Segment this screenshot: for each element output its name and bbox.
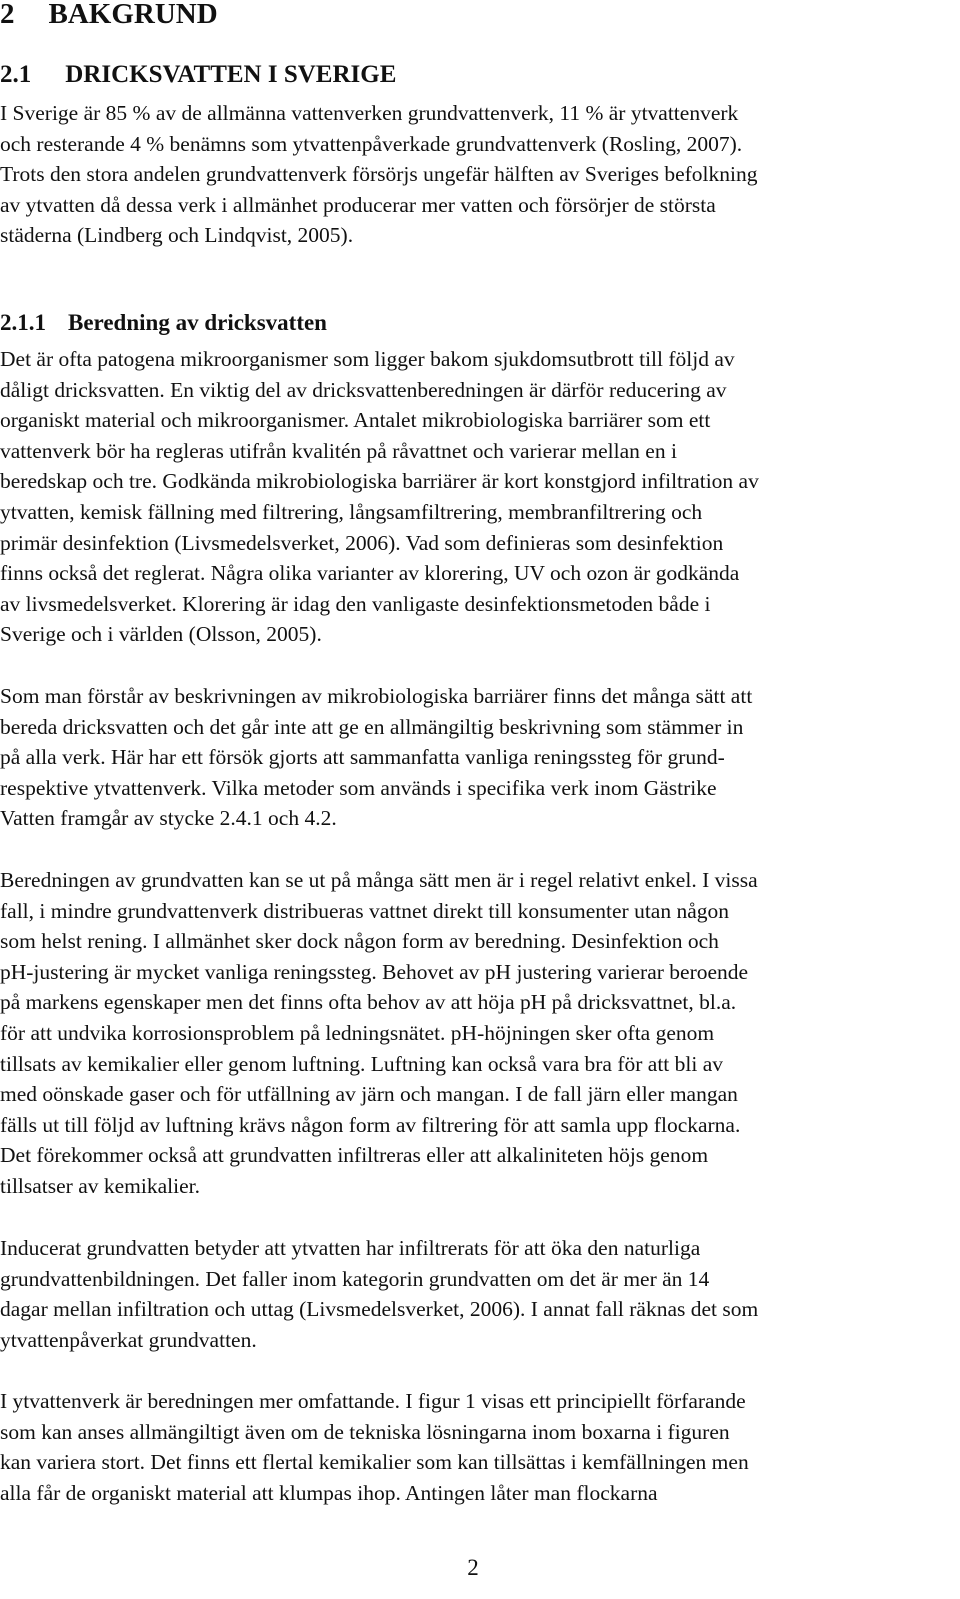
paragraph-surface-water (0, 1386, 950, 1508)
text-line: Det är ofta patogena mikroorganismer som ligger bakom sjukdomsutbrott till följd av (0, 347, 735, 371)
text-line: ytvattenpåverkat grundvatten. (0, 1327, 257, 1352)
text-line: bereda dricksvatten och det går inte att ge en allmängiltig beskrivning som stämmer in (0, 714, 744, 739)
paragraph-intro (0, 98, 950, 251)
subsubsection-heading-2-1-1 (0, 308, 327, 338)
text-line: grundvattenbildningen. Det faller inom kategorin grundvatten om det är mer än 14 (0, 1266, 710, 1291)
subsubsection-number: 2.1.1 (0, 310, 46, 335)
text-line: av ytvatten då dessa verk i allmänhet producerar mer vatten och försörjer de största (0, 192, 716, 217)
text-line: för att undvika korrosionsproblem på ledningsnätet. pH-höjningen sker ofta genom (0, 1020, 715, 1045)
subsubsection-title: Beredning av dricksvatten (68, 310, 327, 335)
section-title: BAKGRUND (48, 0, 218, 30)
text-line: beredskap och tre. Godkända mikrobiologiska barriärer är kort konstgjord infiltration av (0, 469, 759, 494)
text-line: primär desinfektion (Livsmedelsverket, 2006). Vad som definieras som desinfektion (0, 530, 724, 555)
section-number: 2 (0, 0, 15, 30)
text-line: Trots den stora andelen grundvattenverk försörjs ungefär hälften av Sveriges befolkning (0, 162, 758, 187)
text-line: dagar mellan infiltration och uttag (Livsmedelsverket, 2006). I annat fall räknas det som (0, 1297, 759, 1322)
text-line: I ytvattenverk är beredningen mer omfattande. I figur 1 visas ett principiellt förfarande (0, 1389, 746, 1413)
paragraph-barriers (0, 681, 950, 834)
page-number: 2 (467, 1555, 479, 1580)
text-line: dåligt dricksvatten. En viktig del av dricksvattenberedningen är därför reducering av (0, 377, 727, 402)
text-line: med oönskade gaser och för utfällning av järn och mangan. I de fall järn eller mangan (0, 1082, 738, 1107)
subsection-number: 2.1 (0, 61, 32, 88)
text-line: Beredningen av grundvatten kan se ut på många sätt men är i regel relativt enkel. I vissa (0, 868, 758, 892)
text-line: Inducerat grundvatten betyder att ytvatten har infiltrerats för att öka den naturliga (0, 1236, 701, 1260)
text-line: städerna (Lindberg och Lindqvist, 2005). (0, 223, 354, 248)
text-line: Det förekommer också att grundvatten infiltreras eller att alkaliniteten höjs genom (0, 1143, 709, 1168)
paragraph-groundwater (0, 865, 950, 1202)
text-line: fall, i mindre grundvattenverk distribueras vattnet direkt till konsumenter utan någon (0, 898, 730, 923)
text-line: tillsats av kemikalier eller genom luftning. Luftning kan också vara bra för att bli av (0, 1051, 724, 1076)
paragraph-treatment (0, 344, 950, 650)
text-line: som kan anses allmängiltigt även om de tekniska lösningarna inom boxarna i figuren (0, 1419, 730, 1444)
subsection-title: DRICKSVATTEN I SVERIGE (65, 61, 397, 88)
text-line: och resterande 4 % benämns som ytvattenpåverkade grundvattenverk (Rosling, 2007). (0, 131, 743, 156)
text-line: pH-justering är mycket vanliga reningssteg. Behovet av pH justering varierar beroende (0, 959, 749, 984)
text-line: kan variera stort. Det finns ett flertal kemikalier som kan tillsättas i kemfällningen men (0, 1450, 749, 1475)
text-line: organiskt material och mikroorganismer. Antalet mikrobiologiska barriärer som ett (0, 408, 711, 433)
text-line: respektive ytvattenverk. Vilka metoder som används i specifika verk inom Gästrike (0, 775, 717, 800)
text-line: Som man förstår av beskrivningen av mikrobiologiska barriärer finns det många sätt att (0, 684, 753, 708)
text-line: ytvatten, kemisk fällning med filtrering, långsamfiltrering, membranfiltrering och (0, 499, 703, 524)
text-line: av livsmedelsverket. Klorering är idag den vanligaste desinfektionsmetoden både i (0, 591, 711, 616)
text-line: fälls ut till följd av luftning krävs någon form av filtrering för att samla upp flockarna. (0, 1112, 741, 1137)
text-line: Sverige och i världen (Olsson, 2005). (0, 622, 322, 647)
text-line: på alla verk. Här har ett försök gjorts att sammanfatta vanliga reningssteg för grund- (0, 745, 725, 770)
text-line: Vatten framgår av stycke 2.4.1 och 4.2. (0, 806, 337, 831)
text-line: som helst rening. I allmänhet sker dock någon form av beredning. Desinfektion och (0, 929, 719, 954)
text-line: på markens egenskaper men det finns ofta behov av att höja pH på dricksvattnet, bl.a. (0, 990, 737, 1015)
section-heading-2 (0, 0, 218, 32)
paragraph-induced-groundwater (0, 1233, 950, 1355)
subsection-heading-2-1 (0, 60, 396, 90)
text-line: finns också det reglerat. Några olika varianter av klorering, UV och ozon är godkända (0, 561, 740, 586)
text-line: vattenverk bör ha regleras utifrån kvalitén på råvattnet och varierar mellan en i (0, 438, 677, 463)
text-line: alla får de organiskt material att klumpas ihop. Antingen låter man flockarna (0, 1480, 658, 1505)
text-line: tillsatser av kemikalier. (0, 1173, 201, 1198)
text-line: I Sverige är 85 % av de allmänna vattenverken grundvattenverk, 11 % är ytvattenverk (0, 101, 739, 125)
